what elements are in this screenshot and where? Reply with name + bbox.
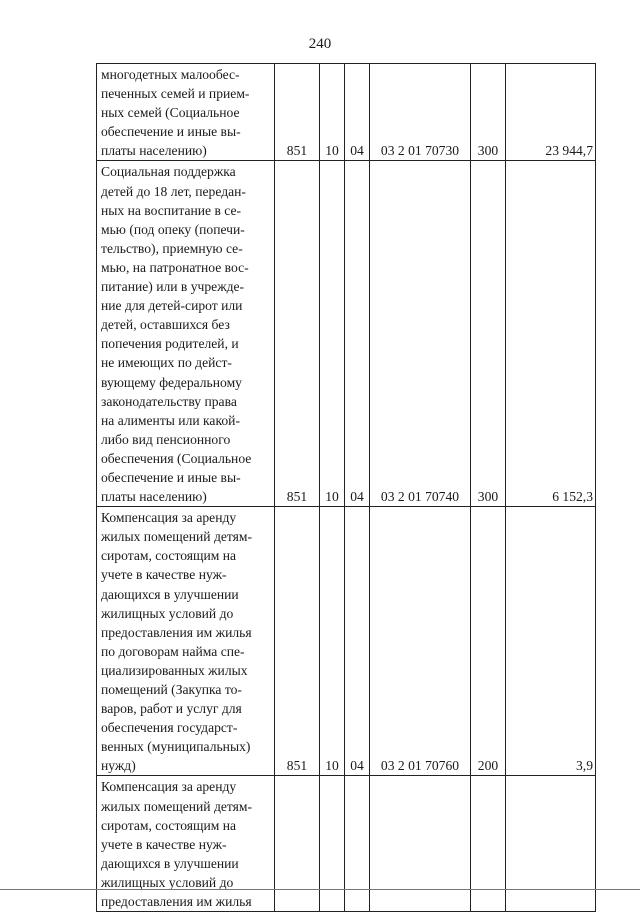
target-article-code: 03 2 01 70760 bbox=[370, 507, 471, 776]
expense-type-code: 300 bbox=[471, 64, 506, 161]
ministry-code: 851 bbox=[275, 161, 320, 507]
table-row bbox=[97, 507, 596, 776]
subsection-code: 04 bbox=[345, 507, 370, 776]
ministry-code bbox=[275, 776, 320, 912]
row-description: Социальная поддержка детей до 18 лет, передан- ных на воспитание в се- мью (под опеку (попечи- тельство), приемную се- мью, на патронатное вос- питание) или в учрежде- ние для детей-сирот или детей, оставшихся без попечения родителей, и не имеющих по дейст- вующему федеральному законодательству права на алименты или какой- либо вид пенсионного обеспечения (Социальное обеспечение и иные вы- платы населению) bbox=[97, 161, 275, 507]
expense-type-code bbox=[471, 776, 506, 912]
target-article-code: 03 2 01 70740 bbox=[370, 161, 471, 507]
row-description: Компенсация за аренду жилых помещений детям- сиротам, состоящим на учете в качестве нуж- дающихся в улучшении жилищных условий до предоставления им жилья bbox=[97, 776, 275, 912]
budget-table bbox=[96, 63, 596, 912]
row-description: Компенсация за аренду жилых помещений детям- сиротам, состоящим на учете в качестве нуж- дающихся в улучшении жилищных условий до предоставления им жилья по договорам найма спе- циализированных жилых помещений (Закупка то- варов, работ и услуг для обеспечения государст- венных (муниципальных) нужд) bbox=[97, 507, 275, 776]
ministry-code: 851 bbox=[275, 507, 320, 776]
page-bottom-rule bbox=[0, 889, 640, 890]
amount-value: 23 944,7 bbox=[506, 64, 596, 161]
subsection-code: 04 bbox=[345, 161, 370, 507]
expense-type-code: 300 bbox=[471, 161, 506, 507]
section-code: 10 bbox=[320, 161, 345, 507]
page-number: 240 bbox=[308, 36, 332, 52]
section-code: 10 bbox=[320, 507, 345, 776]
section-code: 10 bbox=[320, 64, 345, 161]
amount-value: 6 152,3 bbox=[506, 161, 596, 507]
amount-value: 3,9 bbox=[506, 507, 596, 776]
target-article-code bbox=[370, 776, 471, 912]
section-code bbox=[320, 776, 345, 912]
table-row bbox=[97, 64, 596, 161]
table-row bbox=[97, 161, 596, 507]
target-article-code: 03 2 01 70730 bbox=[370, 64, 471, 161]
expense-type-code: 200 bbox=[471, 507, 506, 776]
ministry-code: 851 bbox=[275, 64, 320, 161]
subsection-code bbox=[345, 776, 370, 912]
amount-value bbox=[506, 776, 596, 912]
row-description: многодетных малообес- печенных семей и прием- ных семей (Социальное обеспечение и иные вы- платы населению) bbox=[97, 64, 275, 161]
table-row bbox=[97, 776, 596, 912]
subsection-code: 04 bbox=[345, 64, 370, 161]
